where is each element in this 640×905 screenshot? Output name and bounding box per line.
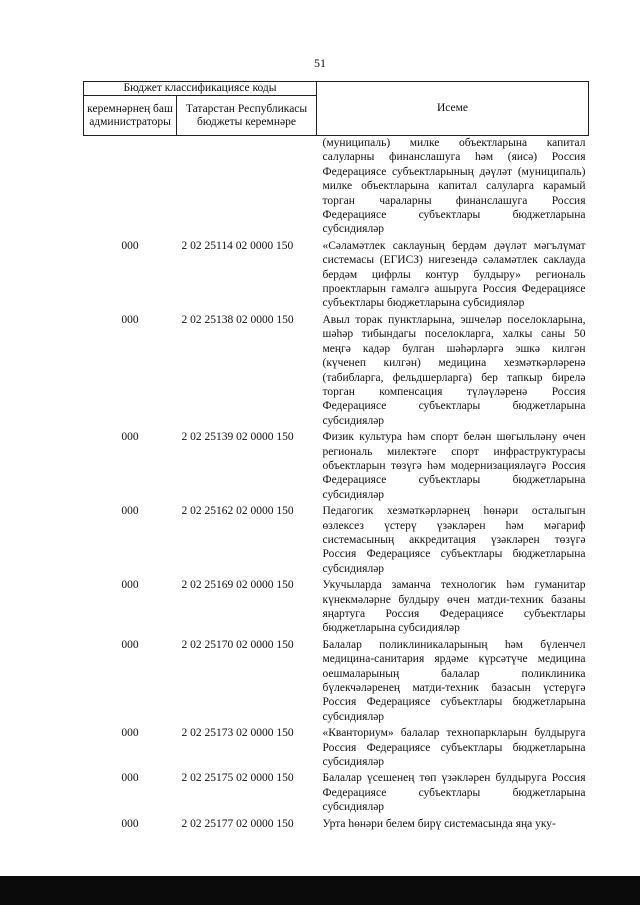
scan-bottom-edge — [0, 876, 640, 905]
table-row — [84, 771, 589, 816]
table-row — [84, 313, 589, 430]
row-name: Педагогик хезмәткәрләрнең һөнәри осталыгын өзлексез үстерү үзәкләрен һәм мәгариф системасының аккредитация үзәкләрен төзүгә Россия Федерациясе субъектлары бюджетларына субсидияләр — [322, 505, 586, 575]
table-row — [84, 817, 589, 833]
row-admin-code: 000 — [121, 505, 139, 518]
header-revenue-tatarstan-budget: Татарстан Республикасы бюджеты керемнәре — [177, 96, 317, 136]
row-name: Балалар үсешенең төп үзәкләрен булдыруга Россия Федерациясе субъектлары бюджетларына субсидияләр — [322, 772, 586, 814]
row-name: «Кванториум» балалар технопаркларын булдыруга Россия Федерациясе субъектлары бюджетларына субсидияләр — [322, 727, 586, 769]
row-name: Урта һөнәри белем бирү системасында яңа уку- — [322, 817, 556, 830]
row-name: Балалар поликлиникаларының һәм бүленчел медицина-санитария ярдәме күрсәтүче медицина оешмаларының балалар поликлиника бүлекчәләренең матди-техник базасын үстерүгә Россия Федерациясе субъектлары бюджетларына субсидияләр — [322, 638, 586, 723]
row-admin-code: 000 — [121, 579, 139, 592]
header-chief-administrator: керемнәрнең баш администраторы — [84, 96, 177, 136]
table-row — [84, 578, 589, 638]
row-admin-code: 000 — [121, 638, 139, 651]
row-name: «Сәламәтлек саклауның бердәм дәүләт мәгълүмат системасы (ЕГИСЗ) нигезендә сәламәтлек саклауда бердәм цифрлы контур булдыру» региональ проектларын гамәлгә ашыруга Россия Федерациясе субъектлары бюджетларына субсидияләр — [322, 239, 586, 310]
table-row — [84, 638, 589, 726]
table-row-continuation — [84, 136, 589, 239]
row-name: Авыл торак пунктларына, эшчеләр поселокларына, шәһәр тибындагы поселокларга, халкы саны 50 меңгә кадәр булган шәһәрләргә эшкә килгән (күченеп килгән) медицина хезмәткәрләренә (табибларга, фельдшерларга) бер тапкыр бирелә торган компенсация түләүләренә Россия Федерациясе субъектлары бюджетларына субсидияләр — [322, 313, 586, 427]
table-row — [84, 504, 589, 578]
header-budget-classification-code: Бюджет классификациясе коды — [84, 82, 317, 96]
row-budget-code: 2 02 25175 02 0000 150 — [181, 772, 294, 785]
row-admin-code: 000 — [121, 817, 139, 830]
row-budget-code: 2 02 25114 02 0000 150 — [181, 239, 294, 252]
row-admin-code: 000 — [121, 431, 139, 444]
table-row — [84, 239, 589, 313]
row-budget-code: 2 02 25169 02 0000 150 — [181, 579, 294, 592]
page-number: 51 — [314, 56, 326, 70]
row-name: Укучыларда заманча технологик һәм гуманитар күнекмәләрне булдыру өчен матди-техник базаны яңартуга Россия Федерациясе субъектлары бюджетларына субсидияләр — [322, 579, 586, 635]
row-admin-code: 000 — [121, 239, 139, 252]
budget-classification-table — [83, 81, 589, 833]
row-name-continuation: (муниципаль) милке объектларына капитал салуларны финанслашуга һәм (яисә) Россия Федерациясе субъектларының дәүләт (муниципаль) милке объектларына капитал салуларга карамый торган чараларны финанслашуга Россия Федерациясе субъектлары бюджетларына субсидияләр — [322, 137, 586, 236]
row-budget-code: 2 02 25139 02 0000 150 — [181, 431, 294, 444]
row-name: Физик культура һәм спорт белән шөгыльләну өчен региональ милектәге спорт инфраструктурасы объектларын төзүгә һәм модернизацияләүгә Россия Федерациясе субъектлары бюджетларына субсидияләр — [322, 431, 586, 501]
row-budget-code: 2 02 25138 02 0000 150 — [181, 313, 294, 326]
row-budget-code: 2 02 25162 02 0000 150 — [181, 505, 294, 518]
row-admin-code: 000 — [121, 313, 139, 326]
row-budget-code: 2 02 25173 02 0000 150 — [181, 727, 294, 740]
row-admin-code: 000 — [121, 772, 139, 785]
row-admin-code: 000 — [121, 727, 139, 740]
row-budget-code: 2 02 25170 02 0000 150 — [181, 638, 294, 651]
table-row — [84, 726, 589, 771]
row-budget-code: 2 02 25177 02 0000 150 — [181, 817, 294, 830]
table-row — [84, 430, 589, 504]
header-name: Исеме — [317, 82, 589, 136]
